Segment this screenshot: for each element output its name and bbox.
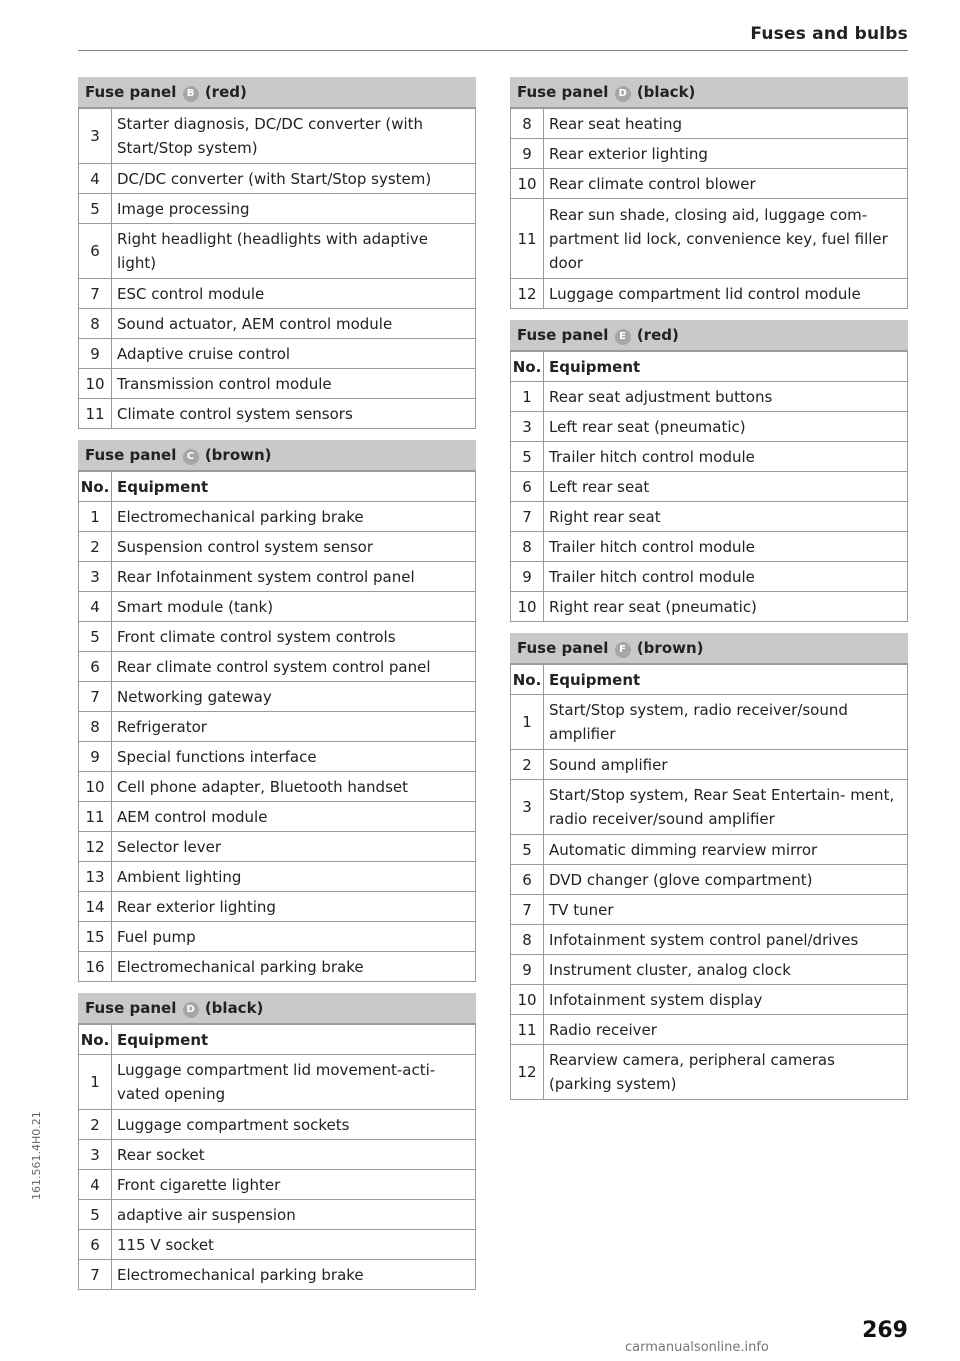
- table-row: [511, 139, 908, 169]
- watermark: carmanualsonline.info: [625, 1340, 769, 1355]
- panel-title-label: Fuse panel: [85, 446, 177, 464]
- table-row: [511, 750, 908, 780]
- table-row: [79, 562, 476, 592]
- fuse-equipment: Rear climate control system control panel: [112, 652, 476, 682]
- fuse-number: 5: [79, 622, 112, 652]
- fuse-number: 9: [79, 742, 112, 772]
- table-row: [511, 1015, 908, 1045]
- table-row: [79, 194, 476, 224]
- fuse-equipment: 115 V socket: [112, 1230, 476, 1260]
- panel-title: [78, 440, 476, 471]
- table-row: [79, 109, 476, 164]
- table-row: [511, 382, 908, 412]
- fuse-equipment: Adaptive cruise control: [112, 339, 476, 369]
- table-row: [511, 502, 908, 532]
- fuse-equipment: ESC control module: [112, 279, 476, 309]
- fuse-equipment: Electromechanical parking brake: [112, 952, 476, 982]
- fuse-number: 12: [79, 832, 112, 862]
- fuse-number: 3: [79, 562, 112, 592]
- fuse-equipment: Rearview camera, peripheral cameras (parking system): [544, 1045, 908, 1100]
- fuse-equipment: Starter diagnosis, DC/DC converter (with Start/Stop system): [112, 109, 476, 164]
- table-row: [79, 1260, 476, 1290]
- fuse-table: [78, 471, 476, 982]
- fuse-equipment: TV tuner: [544, 895, 908, 925]
- fuse-panel-f: [510, 633, 908, 1100]
- panel-title: [78, 77, 476, 108]
- panel-title: [510, 77, 908, 108]
- fuse-panel-b: [78, 77, 476, 429]
- table-row: [79, 532, 476, 562]
- table-row: [511, 925, 908, 955]
- table-row: [511, 199, 908, 279]
- fuse-equipment: Rear exterior lighting: [544, 139, 908, 169]
- fuse-equipment: Rear exterior lighting: [112, 892, 476, 922]
- table-row: [79, 1230, 476, 1260]
- fuse-number: 3: [511, 412, 544, 442]
- fuse-number: 15: [79, 922, 112, 952]
- panel-title-color: (red): [204, 83, 247, 101]
- fuse-equipment: Rear seat adjustment buttons: [544, 382, 908, 412]
- table-row: [79, 772, 476, 802]
- fuse-equipment: Right headlight (headlights with adaptive light): [112, 224, 476, 279]
- page-number: 269: [862, 1318, 908, 1343]
- fuse-equipment: Front cigarette lighter: [112, 1170, 476, 1200]
- panel-title-label: Fuse panel: [517, 326, 609, 344]
- fuse-equipment: Right rear seat (pneumatic): [544, 592, 908, 622]
- column-header-equipment: Equipment: [544, 665, 908, 695]
- fuse-equipment: Infotainment system display: [544, 985, 908, 1015]
- table-row: [511, 412, 908, 442]
- fuse-number: 6: [79, 652, 112, 682]
- panel-letter-icon: C: [183, 449, 199, 465]
- fuse-number: 7: [79, 1260, 112, 1290]
- fuse-equipment: Luggage compartment lid movement-acti- vated opening: [112, 1055, 476, 1110]
- fuse-number: 5: [511, 442, 544, 472]
- table-header-row: [79, 472, 476, 502]
- fuse-number: 4: [79, 164, 112, 194]
- fuse-number: 1: [511, 382, 544, 412]
- table-row: [79, 224, 476, 279]
- fuse-number: 12: [511, 279, 544, 309]
- table-row: [511, 109, 908, 139]
- table-row: [79, 682, 476, 712]
- column-header-no: No.: [511, 352, 544, 382]
- fuse-equipment: Left rear seat (pneumatic): [544, 412, 908, 442]
- fuse-equipment: Start/Stop system, Rear Seat Entertain- ment, radio receiver/sound amplifier: [544, 780, 908, 835]
- table-row: [79, 339, 476, 369]
- fuse-equipment: Radio receiver: [544, 1015, 908, 1045]
- fuse-number: 16: [79, 952, 112, 982]
- fuse-equipment: Left rear seat: [544, 472, 908, 502]
- fuse-number: 10: [511, 985, 544, 1015]
- fuse-number: 9: [511, 562, 544, 592]
- fuse-number: 12: [511, 1045, 544, 1100]
- table-row: [79, 742, 476, 772]
- fuse-number: 10: [79, 772, 112, 802]
- fuse-number: 11: [79, 802, 112, 832]
- table-row: [79, 802, 476, 832]
- fuse-equipment: Sound amplifier: [544, 750, 908, 780]
- table-row: [79, 712, 476, 742]
- fuse-number: 6: [79, 1230, 112, 1260]
- fuse-equipment: Rear socket: [112, 1140, 476, 1170]
- fuse-equipment: Luggage compartment sockets: [112, 1110, 476, 1140]
- fuse-equipment: Refrigerator: [112, 712, 476, 742]
- fuse-number: 10: [511, 169, 544, 199]
- fuse-number: 7: [511, 895, 544, 925]
- table-row: [511, 780, 908, 835]
- table-row: [79, 862, 476, 892]
- fuse-equipment: Rear sun shade, closing aid, luggage com- partment lid lock, convenience key, fuel filler door: [544, 199, 908, 279]
- panel-letter-icon: B: [183, 86, 199, 102]
- fuse-number: 4: [79, 1170, 112, 1200]
- table-row: [79, 592, 476, 622]
- table-row: [511, 1045, 908, 1100]
- table-row: [79, 309, 476, 339]
- panel-letter-icon: F: [615, 642, 631, 658]
- fuse-equipment: Luggage compartment lid control module: [544, 279, 908, 309]
- fuse-equipment: DVD changer (glove compartment): [544, 865, 908, 895]
- fuse-equipment: Ambient lighting: [112, 862, 476, 892]
- fuse-number: 6: [511, 472, 544, 502]
- fuse-number: 1: [79, 1055, 112, 1110]
- fuse-number: 5: [79, 194, 112, 224]
- fuse-number: 13: [79, 862, 112, 892]
- fuse-number: 3: [511, 780, 544, 835]
- fuse-equipment: Rear Infotainment system control panel: [112, 562, 476, 592]
- fuse-number: 5: [79, 1200, 112, 1230]
- column-header-equipment: Equipment: [112, 472, 476, 502]
- fuse-table: [78, 1024, 476, 1290]
- table-row: [511, 472, 908, 502]
- fuse-panel-e: [510, 320, 908, 622]
- fuse-table: [510, 351, 908, 622]
- column-header-no: No.: [79, 1025, 112, 1055]
- panel-title-color: (brown): [204, 446, 272, 464]
- fuse-number: 11: [511, 1015, 544, 1045]
- fuse-panel-d-part1: [78, 993, 476, 1290]
- fuse-equipment: Instrument cluster, analog clock: [544, 955, 908, 985]
- table-row: [79, 1200, 476, 1230]
- table-row: [79, 652, 476, 682]
- table-row: [79, 1110, 476, 1140]
- panel-title-label: Fuse panel: [517, 639, 609, 657]
- panel-title-label: Fuse panel: [517, 83, 609, 101]
- table-row: [511, 955, 908, 985]
- table-row: [79, 832, 476, 862]
- panel-title: [510, 633, 908, 664]
- column-header-no: No.: [511, 665, 544, 695]
- fuse-number: 10: [79, 369, 112, 399]
- column-header-equipment: Equipment: [112, 1025, 476, 1055]
- fuse-panel-c: [78, 440, 476, 982]
- table-header-row: [511, 352, 908, 382]
- fuse-equipment: Trailer hitch control module: [544, 532, 908, 562]
- table-row: [79, 164, 476, 194]
- table-row: [511, 592, 908, 622]
- fuse-equipment: Smart module (tank): [112, 592, 476, 622]
- table-row: [511, 532, 908, 562]
- right-column: [510, 77, 908, 1111]
- fuse-equipment: Special functions interface: [112, 742, 476, 772]
- fuse-number: 11: [511, 199, 544, 279]
- fuse-number: 2: [79, 1110, 112, 1140]
- left-column: [78, 77, 476, 1301]
- fuse-equipment: Right rear seat: [544, 502, 908, 532]
- fuse-equipment: Cell phone adapter, Bluetooth handset: [112, 772, 476, 802]
- panel-title-label: Fuse panel: [85, 999, 177, 1017]
- fuse-equipment: Selector lever: [112, 832, 476, 862]
- panel-letter-icon: E: [615, 329, 631, 345]
- fuse-equipment: Sound actuator, AEM control module: [112, 309, 476, 339]
- fuse-number: 8: [511, 532, 544, 562]
- fuse-equipment: Electromechanical parking brake: [112, 502, 476, 532]
- fuse-equipment: Trailer hitch control module: [544, 562, 908, 592]
- fuse-number: 7: [79, 682, 112, 712]
- fuse-number: 7: [511, 502, 544, 532]
- fuse-equipment: Trailer hitch control module: [544, 442, 908, 472]
- fuse-number: 2: [79, 532, 112, 562]
- fuse-number: 11: [79, 399, 112, 429]
- fuse-table: [510, 108, 908, 309]
- fuse-number: 1: [79, 502, 112, 532]
- table-row: [511, 279, 908, 309]
- table-row: [79, 369, 476, 399]
- table-row: [79, 502, 476, 532]
- table-row: [79, 1055, 476, 1110]
- panel-title-color: (brown): [636, 639, 704, 657]
- fuse-equipment: Start/Stop system, radio receiver/sound amplifier: [544, 695, 908, 750]
- fuse-number: 8: [511, 109, 544, 139]
- document-side-code: 161.561.4H0.21: [30, 1111, 43, 1200]
- panel-letter-icon: D: [183, 1002, 199, 1018]
- column-header-no: No.: [79, 472, 112, 502]
- fuse-equipment: Rear climate control blower: [544, 169, 908, 199]
- table-row: [511, 985, 908, 1015]
- fuse-number: 4: [79, 592, 112, 622]
- panel-title: [78, 993, 476, 1024]
- fuse-number: 14: [79, 892, 112, 922]
- fuse-number: 7: [79, 279, 112, 309]
- fuse-number: 5: [511, 835, 544, 865]
- column-header-equipment: Equipment: [544, 352, 908, 382]
- fuse-equipment: Fuel pump: [112, 922, 476, 952]
- fuse-number: 2: [511, 750, 544, 780]
- table-row: [79, 1170, 476, 1200]
- page-header-title: Fuses and bulbs: [750, 24, 908, 44]
- fuse-number: 6: [511, 865, 544, 895]
- fuse-number: 6: [79, 224, 112, 279]
- fuse-equipment: Image processing: [112, 194, 476, 224]
- table-header-row: [511, 665, 908, 695]
- panel-title-color: (black): [204, 999, 264, 1017]
- panel-title: [510, 320, 908, 351]
- fuse-equipment: adaptive air suspension: [112, 1200, 476, 1230]
- fuse-table: [78, 108, 476, 429]
- header-rule: [78, 50, 908, 51]
- fuse-number: 8: [79, 309, 112, 339]
- table-row: [511, 442, 908, 472]
- panel-title-label: Fuse panel: [85, 83, 177, 101]
- table-row: [511, 835, 908, 865]
- fuse-panel-d-part2: [510, 77, 908, 309]
- fuse-table: [510, 664, 908, 1100]
- panel-title-color: (black): [636, 83, 696, 101]
- fuse-number: 1: [511, 695, 544, 750]
- table-row: [79, 922, 476, 952]
- table-row: [79, 622, 476, 652]
- fuse-equipment: Infotainment system control panel/drives: [544, 925, 908, 955]
- fuse-equipment: Transmission control module: [112, 369, 476, 399]
- table-row: [79, 892, 476, 922]
- fuse-equipment: Suspension control system sensor: [112, 532, 476, 562]
- fuse-equipment: Electromechanical parking brake: [112, 1260, 476, 1290]
- table-row: [79, 952, 476, 982]
- panel-title-color: (red): [636, 326, 679, 344]
- fuse-equipment: Climate control system sensors: [112, 399, 476, 429]
- fuse-number: 3: [79, 1140, 112, 1170]
- fuse-equipment: AEM control module: [112, 802, 476, 832]
- table-row: [79, 1140, 476, 1170]
- fuse-equipment: DC/DC converter (with Start/Stop system): [112, 164, 476, 194]
- fuse-number: 8: [511, 925, 544, 955]
- table-row: [79, 399, 476, 429]
- fuse-number: 9: [511, 955, 544, 985]
- fuse-number: 9: [79, 339, 112, 369]
- fuse-number: 10: [511, 592, 544, 622]
- table-row: [511, 562, 908, 592]
- fuse-equipment: Rear seat heating: [544, 109, 908, 139]
- fuse-equipment: Automatic dimming rearview mirror: [544, 835, 908, 865]
- table-row: [511, 169, 908, 199]
- table-row: [79, 279, 476, 309]
- table-row: [511, 865, 908, 895]
- fuse-number: 8: [79, 712, 112, 742]
- table-row: [511, 895, 908, 925]
- fuse-number: 9: [511, 139, 544, 169]
- fuse-equipment: Networking gateway: [112, 682, 476, 712]
- table-row: [511, 695, 908, 750]
- table-header-row: [79, 1025, 476, 1055]
- fuse-equipment: Front climate control system controls: [112, 622, 476, 652]
- panel-letter-icon: D: [615, 86, 631, 102]
- fuse-number: 3: [79, 109, 112, 164]
